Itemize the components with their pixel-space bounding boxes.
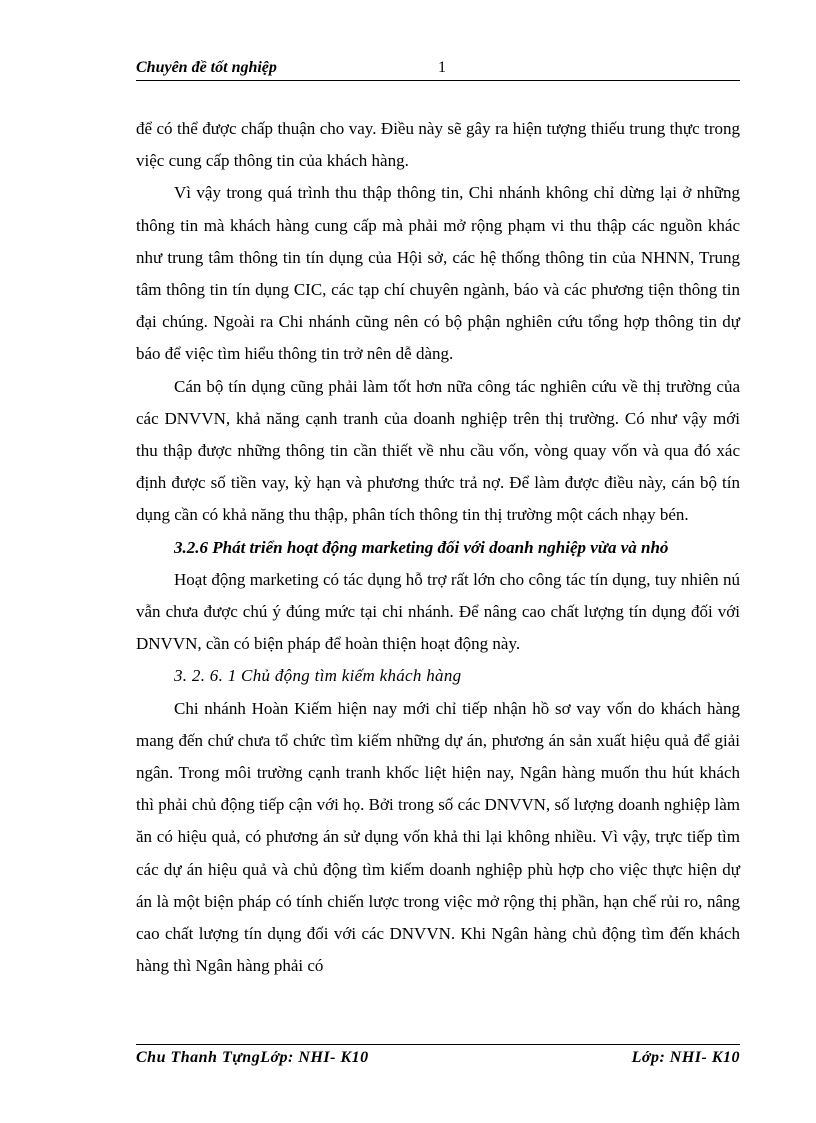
paragraph-continued: để có thể được chấp thuận cho vay. Điều này sẽ gây ra hiện tượng thiếu trung thực trong việc cung cấp thông tin của khách hàng. (136, 119, 740, 171)
subsection-heading: 3. 2. 6. 1 Chủ động tìm kiếm khách hàng (174, 666, 462, 686)
page-number: 1 (438, 59, 446, 76)
paragraph: Chi nhánh Hoàn Kiếm hiện nay mới chỉ tiếp nhận hồ sơ vay vốn do khách hàng mang đến chứ chưa tổ chức tìm kiếm những dự án, phương án sản xuất hiệu quả để giải ngân. Trong môi trường cạnh tranh khốc liệt hiện nay, Ngân hàng muốn thu hút khách thì phải chủ động tiếp cận với họ. Bởi trong số các DNVVN, số lượng doanh nghiệp làm ăn có hiệu quả, có phương án sử dụng vốn khả thi lại không nhiều. Vì vậy, trực tiếp tìm các dự án hiệu quả và chủ động tìm kiếm doanh nghiệp phù hợp cho việc thực hiện dự án là một biện pháp có tính chiến lược trong việc mở rộng thị phần, hạn chế rủi ro, nâng cao chất lượng tín dụng đối với các DNVVN. Khi Ngân hàng chủ động tìm đến khách hàng thì Ngân hàng phải có (136, 698, 740, 976)
page-header (136, 58, 740, 81)
paragraph: Cán bộ tín dụng cũng phải làm tốt hơn nữa công tác nghiên cứu về thị trường của các DNVVN, khả năng cạnh tranh của doanh nghiệp trên thị trường. Có như vậy mới thu thập được những thông tin cần thiết về nhu cầu vốn, vòng quay vốn và qua đó xác định được số tiền vay, kỳ hạn và phương thức trả nợ. Để làm được điều này, cán bộ tín dụng cần có khả năng thu thập, phân tích thông tin thị trường một cách nhạy bén. (136, 376, 740, 525)
document-body (136, 113, 740, 982)
paragraph: Vì vậy trong quá trình thu thập thông tin, Chi nhánh không chỉ dừng lại ở những thông tin mà khách hàng cung cấp mà phải mở rộng phạm vi thu thập các nguồn khác như trung tâm thông tin tín dụng của Hội sở, các hệ thống thông tin của NHNN, Trung tâm thông tin tín dụng CIC, các tạp chí chuyên ngành, báo và các phương tiện thông tin đại chúng. Ngoài ra Chi nhánh cũng nên có bộ phận nghiên cứu tổng hợp thông tin dự báo để việc tìm hiểu thông tin trở nên dễ dàng. (136, 183, 740, 364)
footer-author: Chu Thanh TựngLớp: NHI- K10 (136, 1049, 369, 1066)
header-title: Chuyên đề tốt nghiệp (136, 59, 277, 76)
paragraph: Hoạt động marketing có tác dụng hỗ trợ rất lớn cho công tác tín dụng, tuy nhiên nú vẫn chưa được chú ý đúng mức tại chi nhánh. Để nâng cao chất lượng tín dụng đối với DNVVN, cần có biện pháp để hoàn thiện hoạt động này. (136, 569, 740, 654)
page-footer (136, 1044, 740, 1071)
section-heading: 3.2.6 Phát triển hoạt động marketing đối với doanh nghiệp vừa và nhỏ (174, 537, 669, 557)
footer-class: Lớp: NHI- K10 (631, 1049, 740, 1066)
